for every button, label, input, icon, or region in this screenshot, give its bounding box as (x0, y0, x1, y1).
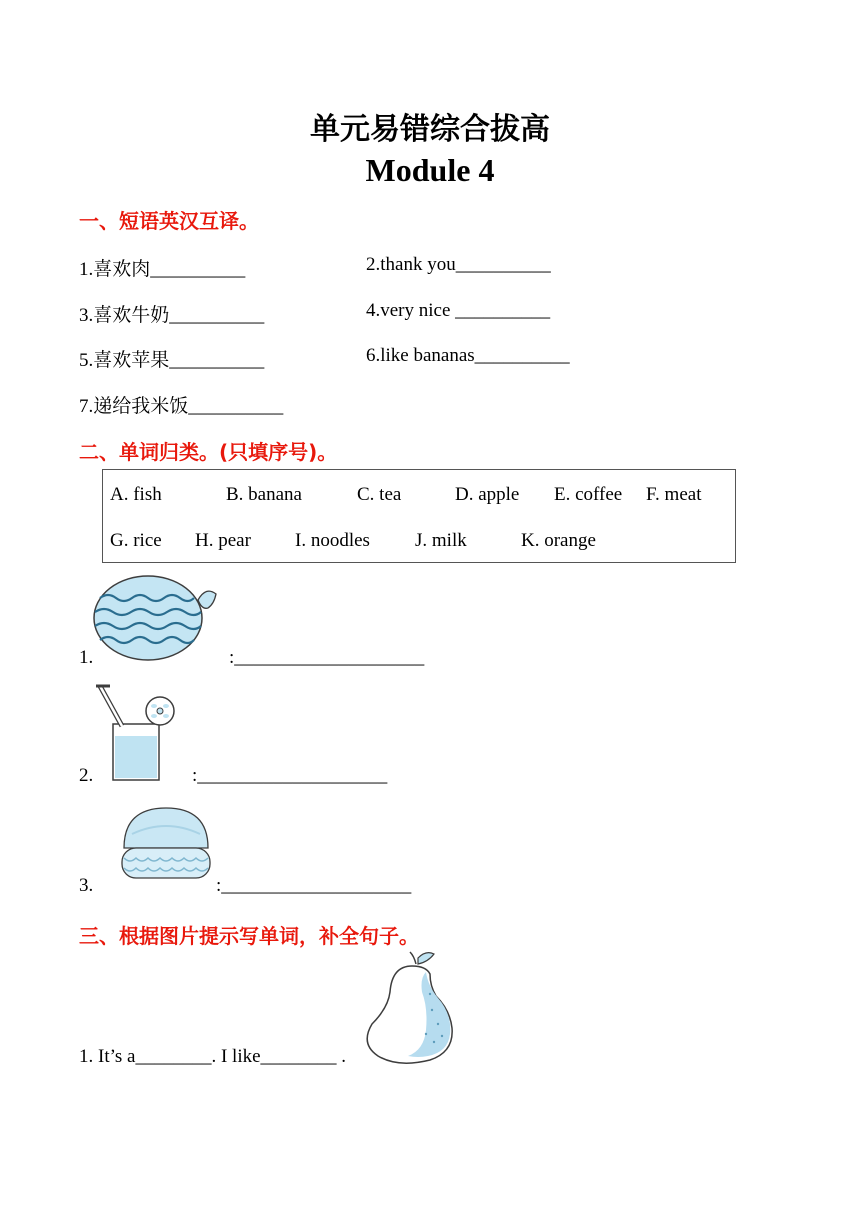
phrase-item-5: 5.喜欢苹果__________ (79, 350, 265, 371)
question-1-number: 1. (79, 647, 94, 668)
phrase-item-1: 1.喜欢肉__________ (79, 259, 246, 280)
option-f: F. meat (646, 484, 702, 505)
page-title-module: Module 4 (365, 152, 495, 188)
option-h: H. pear (195, 530, 251, 551)
option-c: C. tea (357, 484, 402, 505)
pear-icon (360, 950, 456, 1066)
phrase-item-2: 2.thank you__________ (366, 254, 551, 275)
option-d: D. apple (455, 484, 520, 505)
section-3-heading: 三、根据图片提示写单词，补全句子。 (79, 924, 419, 948)
option-a: A. fish (110, 484, 162, 505)
phrase-item-7: 7.递给我米饭__________ (79, 396, 284, 417)
option-j: J. milk (415, 530, 467, 551)
question-3-blank[interactable]: :____________________ (216, 875, 412, 896)
phrase-item-6: 6.like bananas__________ (366, 345, 570, 366)
phrase-item-4: 4.very nice __________ (366, 300, 551, 321)
question-2-number: 2. (79, 765, 94, 786)
option-k: K. orange (521, 530, 596, 551)
page-title-chinese: 单元易错综合拔高 (310, 112, 550, 147)
question-1-blank[interactable]: :____________________ (229, 647, 425, 668)
option-e: E. coffee (554, 484, 623, 505)
question-2-blank[interactable]: :____________________ (192, 765, 388, 786)
option-i: I. noodles (295, 530, 370, 551)
section-2-heading: 二、单词归类。(只填序号)。 (79, 440, 338, 464)
phrase-item-3: 3.喜欢牛奶__________ (79, 305, 265, 326)
section-1-heading: 一、短语英汉互译。 (79, 209, 259, 233)
sentence-question-1[interactable]: 1. It’s a________. I like________ . (79, 1046, 347, 1067)
juice-glass-icon (90, 684, 190, 784)
watermelon-icon (88, 572, 218, 664)
option-b: B. banana (226, 484, 302, 505)
question-3-number: 3. (79, 875, 94, 896)
bread-bun-icon (118, 802, 214, 888)
option-g: G. rice (110, 530, 162, 551)
